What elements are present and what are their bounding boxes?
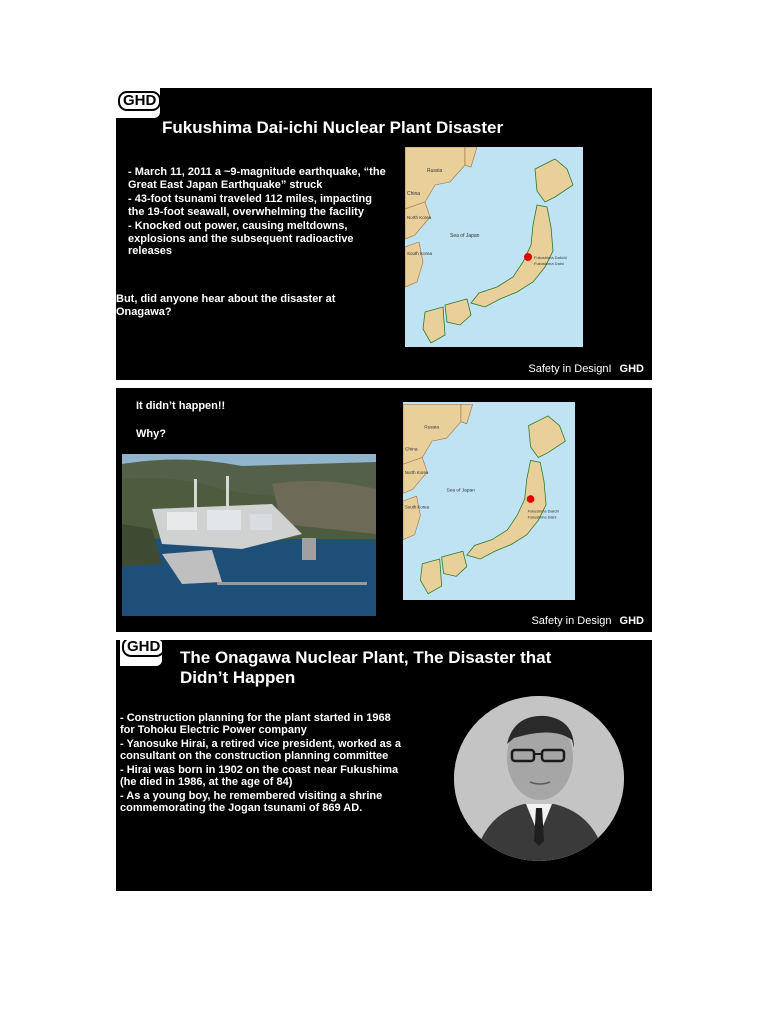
japan-map xyxy=(403,402,575,600)
ghd-logo xyxy=(120,640,162,666)
map-label-south-korea: South Korea xyxy=(407,251,433,256)
map-label-south-korea: South Korea xyxy=(404,504,430,510)
onagawa-question: But, did anyone hear about the disaster at Onagawa? xyxy=(116,293,336,318)
portrait-graphic xyxy=(454,696,624,861)
slide-title xyxy=(180,648,640,688)
slide-onagawa xyxy=(116,640,652,891)
bullet-item: - Construction planning for the plant started in 1968 for Tohoku Electric Power company xyxy=(120,712,391,736)
question-line: Why? xyxy=(136,428,166,440)
map-label-daini: Fukushima Daini xyxy=(527,515,557,520)
footer-text: Safety in Design xyxy=(531,615,612,627)
slide-title-line: The Onagawa Nuclear Plant, The Disaster that xyxy=(180,648,552,667)
map-label-north-korea: North Korea xyxy=(407,215,432,220)
slide-footer xyxy=(528,363,644,375)
plant-photo-graphic xyxy=(122,454,376,616)
ghd-logo-text: GHD xyxy=(118,91,161,111)
slide-fukushima xyxy=(116,88,652,380)
bullet-item: - 43-foot tsunami traveled 112 miles, impacting the 19-foot seawall, overwhelming the facility xyxy=(128,193,372,218)
map-label-china: China xyxy=(404,447,418,453)
bullet-item: - Yanosuke Hirai, a retired vice president, worked as a consultant on the construction planning committee xyxy=(120,738,402,762)
bullet-item: - Hirai was born in 1902 on the coast near Fukushima (he died in 1986, at the age of 84) xyxy=(120,764,399,788)
bullet-item: - As a young boy, he remembered visiting a shrine commemorating the Jogan tsunami of 869 AD. xyxy=(120,790,383,814)
footer-logo: GHD xyxy=(619,363,644,375)
map-label-sea: Sea of Japan xyxy=(446,488,475,494)
map-label-china: China xyxy=(407,191,421,197)
map-label-sea: Sea of Japan xyxy=(450,233,480,239)
hirai-portrait xyxy=(454,696,624,861)
bullet-list xyxy=(128,166,390,260)
ghd-logo xyxy=(116,88,160,118)
headline-line: It didn’t happen!! xyxy=(136,400,226,412)
map-label-russia: Russia xyxy=(427,168,443,174)
bullet-list xyxy=(120,712,402,816)
map-label-north-korea: North Korea xyxy=(404,469,429,475)
ghd-logo-text: GHD xyxy=(122,640,165,657)
map-label-daiichi: Fukushima Daiichi xyxy=(534,255,567,260)
japan-map-graphic xyxy=(403,402,575,600)
map-label-daini: Fukushima Daini xyxy=(534,261,564,266)
slide-didnt-happen xyxy=(116,388,652,632)
footer-logo: GHD xyxy=(619,615,644,627)
map-label-russia: Russia xyxy=(424,425,440,431)
japan-map-graphic xyxy=(405,147,583,347)
footer-text: Safety in DesignI xyxy=(528,363,612,375)
map-label-daiichi: Fukushima Daiichi xyxy=(527,509,560,514)
onagawa-plant-photo xyxy=(122,454,376,616)
japan-map xyxy=(405,147,583,347)
bullet-item: - March 11, 2011 a ~9-magnitude earthquake, “the Great East Japan Earthquake” struck xyxy=(128,166,386,191)
slide-footer xyxy=(531,615,644,627)
bullet-item: - Knocked out power, causing meltdowns, explosions and the subsequent radioactive releases xyxy=(128,220,354,257)
slide-title-line: Didn’t Happen xyxy=(180,668,296,687)
slide-title: Fukushima Dai-ichi Nuclear Plant Disaster xyxy=(162,118,504,137)
